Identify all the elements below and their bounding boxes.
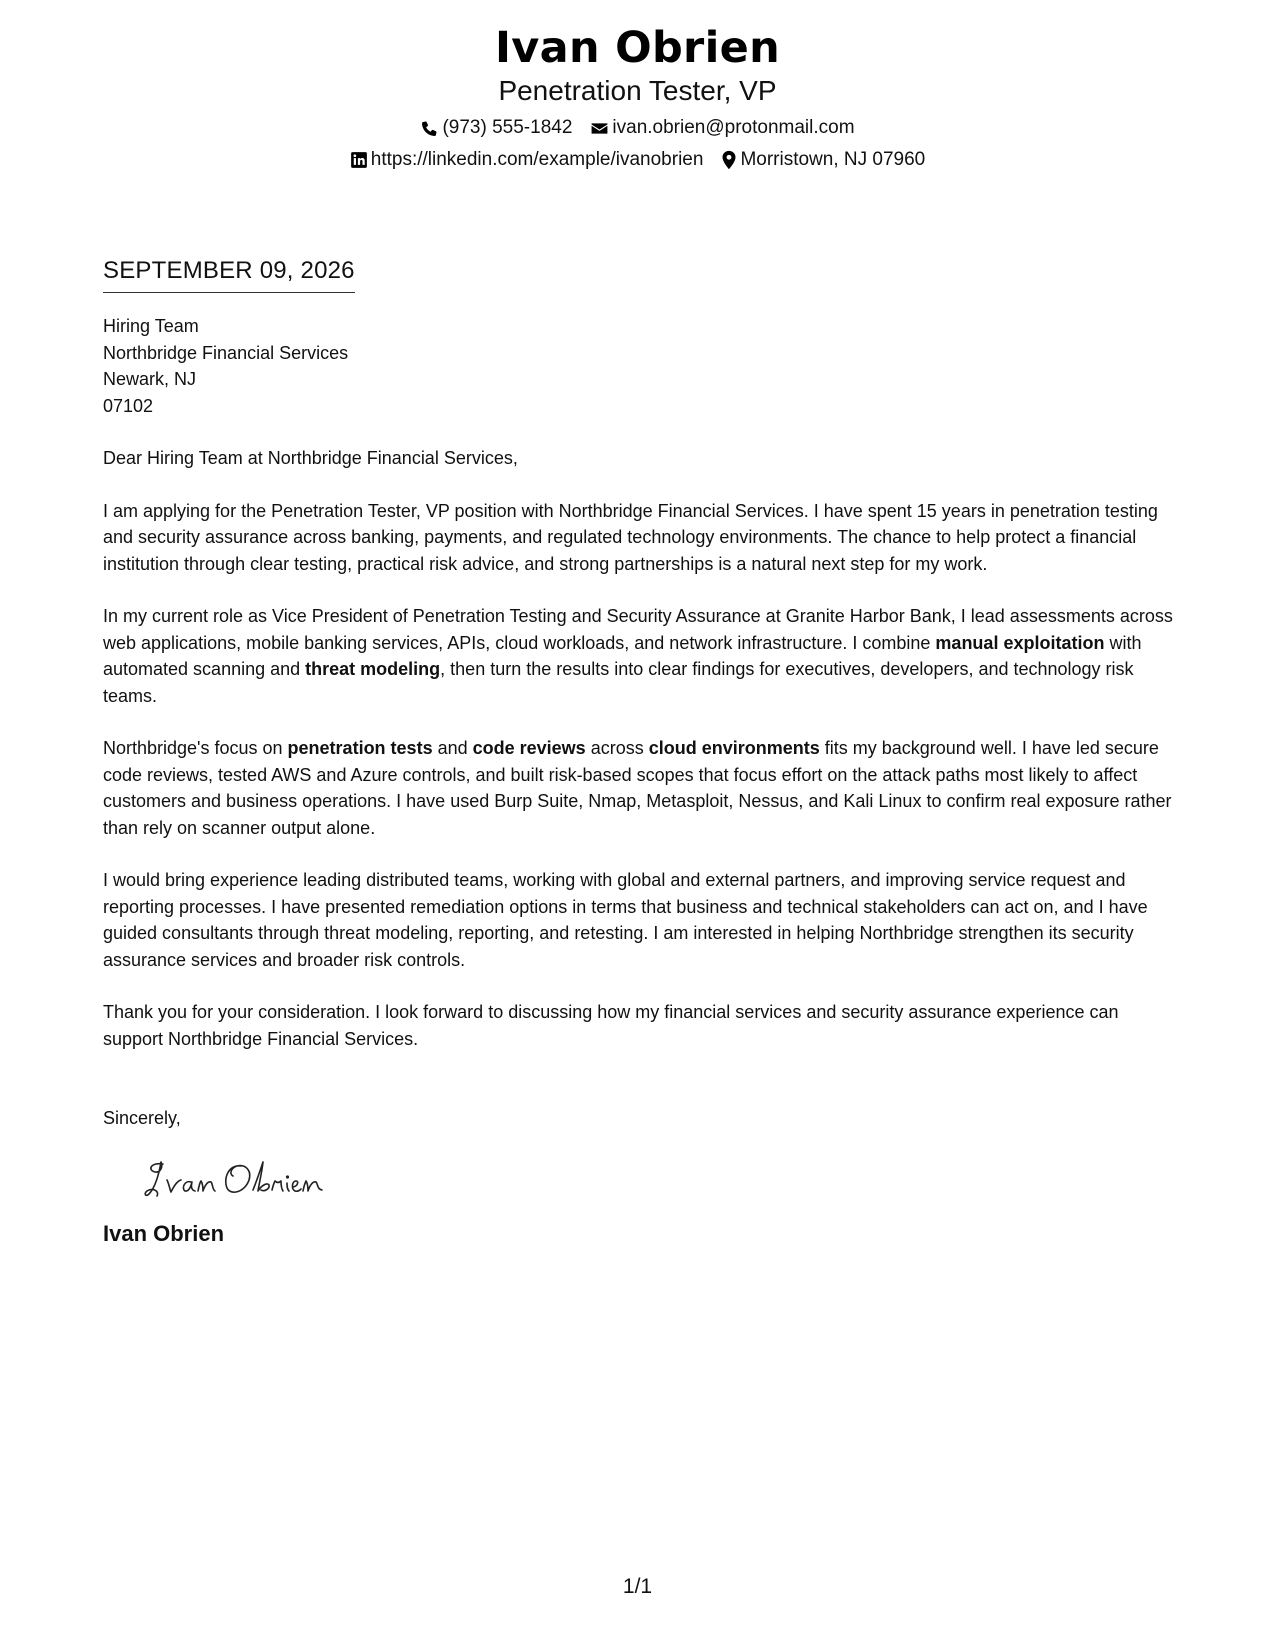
closing-phrase: Sincerely,: [103, 1108, 181, 1128]
page-number: 1/1: [622, 1575, 653, 1598]
recipient-block: [103, 313, 1175, 419]
phone-icon: [420, 119, 439, 138]
text-run: and: [432, 738, 473, 758]
contact-row-2: [0, 148, 1275, 172]
email-contact: [590, 116, 854, 140]
letter-header: [0, 22, 1275, 172]
contact-row-1: [0, 116, 1275, 140]
text-run: Northbridge's focus on: [103, 738, 288, 758]
signed-name: Ivan Obrien: [103, 1220, 225, 1246]
text-run: fits my background well. I have led secure code reviews, tested AWS and Azure controls, and built risk-based scopes that focus effort on the attack paths most likely to affect customers and business operations. I have used Burp Suite, Nmap, Metasploit, Nessus, and Kali Linux to confirm real exposure rather than rely on scanner output alone.: [103, 738, 1172, 838]
emphasis-text: code reviews: [472, 738, 586, 758]
emphasis-text: manual exploitation: [935, 632, 1105, 653]
paragraph-1: I am applying for the Penetration Tester, VP position with Northbridge Financial Services. I have spent 15 years in penetration testing and security assurance across banking, payments, and regulated technology environments. The chance to help protect a financial institution through clear testing, practical risk advice, and strong partnerships is a natural next step for my work.: [103, 500, 1158, 574]
email-address[interactable]: ivan.obrien@protonmail.com: [612, 117, 855, 138]
applicant-name: Ivan Obrien: [495, 23, 780, 73]
recipient-line: 07102: [103, 395, 154, 416]
envelope-icon: [590, 119, 609, 138]
phone-contact: [420, 116, 572, 140]
salutation: Dear Hiring Team at Northbridge Financial Services,: [103, 448, 518, 468]
recipient-line: Northbridge Financial Services: [103, 342, 349, 363]
handwritten-signature: [141, 1150, 1175, 1206]
linkedin-icon: [350, 151, 368, 169]
letter-date: SEPTEMBER 09, 2026: [103, 256, 355, 293]
recipient-line: Newark, NJ: [103, 369, 197, 389]
paragraph-5: Thank you for your consideration. I look forward to discussing how my financial services and security assurance experience can support Northbridge Financial Services.: [103, 1002, 1119, 1049]
text-run: with automated scanning and: [103, 632, 1142, 679]
text-run: across: [585, 738, 649, 758]
emphasis-text: cloud environments: [648, 738, 820, 758]
linkedin-url[interactable]: https://linkedin.com/example/ivanobrien: [370, 149, 704, 170]
text-run: , then turn the results into clear findings for executives, developers, and technology risk teams.: [103, 659, 1134, 706]
phone-number[interactable]: (973) 555-1842: [442, 117, 573, 138]
paragraph-2: [103, 603, 1175, 709]
paragraph-4: I would bring experience leading distributed teams, working with global and external partners, and improving service request and reporting processes. I have presented remediation options in terms that business and technical stakeholders can act on, and I have guided consultants through threat modeling, reporting, and retesting. I am interested in helping Northbridge strengthen its security assurance services and broader risk controls.: [103, 870, 1148, 970]
location-contact: [721, 148, 925, 172]
linkedin-contact: [350, 148, 704, 172]
recipient-line: Hiring Team: [103, 316, 199, 336]
letter-body: [103, 256, 1175, 1248]
map-marker-icon: [721, 150, 737, 170]
paragraph-3: [103, 735, 1175, 841]
emphasis-text: penetration tests: [287, 738, 433, 758]
text-run: In my current role as Vice President of Penetration Testing and Security Assurance at Granite Harbor Bank, I lead assessments across web applications, mobile banking services, APIs, cloud workloads, and network infrastructure. I combine: [103, 606, 1173, 653]
emphasis-text: threat modeling: [305, 659, 441, 679]
location-text: Morristown, NJ 07960: [740, 149, 926, 170]
applicant-title: Penetration Tester, VP: [498, 75, 777, 106]
